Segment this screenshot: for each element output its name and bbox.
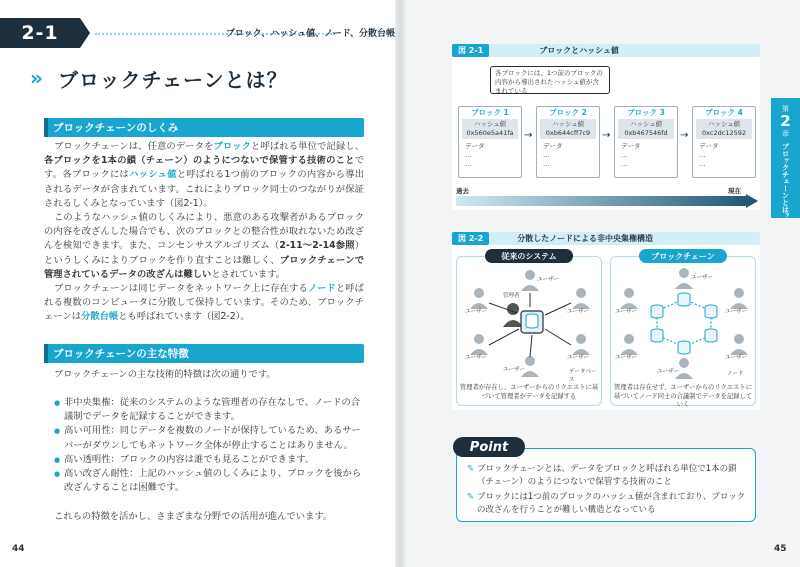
p2-text-c: ）というしくみによりブロックを作り直すことは難しく、 xyxy=(44,240,365,266)
feature-list xyxy=(54,396,364,495)
p2-ref: 2-11〜2-14参照 xyxy=(279,240,355,252)
section-title: ブロック、ハッシュ値、ノード、分散台帳 xyxy=(225,29,395,39)
p3-text-e: とも呼ばれています（図2-2）。 xyxy=(118,311,250,323)
data-dots: … xyxy=(621,151,628,159)
p1-text-c: と呼ばれる単位で記録し、 xyxy=(251,141,364,152)
hash-value: 0x560e5a41fa xyxy=(466,129,514,137)
data-dots: … xyxy=(699,160,706,168)
hash-label: ハッシュ値 xyxy=(551,120,585,128)
paragraph-1 xyxy=(44,140,364,211)
figure-2-2-header xyxy=(452,232,760,245)
p1-text-e: です。各ブロックには xyxy=(44,155,364,181)
block-hash xyxy=(696,119,752,139)
label-database: データベース xyxy=(569,369,597,383)
side-ch: 第 xyxy=(782,105,789,113)
p1-bold: 各ブロックを1本の鎖（チェーン）のようにつないで保管する技術のこと xyxy=(44,155,355,167)
figure-2-1-header xyxy=(452,44,760,57)
figure-2-1-tag: 図 2-1 xyxy=(452,44,489,57)
figure-2-2-tag: 図 2-2 xyxy=(452,232,489,245)
data-dots: … xyxy=(465,160,472,168)
data-dots: … xyxy=(621,160,628,168)
list-item: ● 高い透明性：ブロックの内容は誰でも見ることができます。 xyxy=(54,453,364,467)
pencil-icon: ✎ xyxy=(467,464,475,474)
paragraph-4: ブロックチェーンの主な技術的特徴は次の通りです。 xyxy=(54,369,276,380)
hash-value: 0xb467546fd xyxy=(624,129,668,137)
p2-text-a: このようなハッシュ値のしくみにより、悪意のある攻撃者があるブロックの内容を改ざんした場合でも、次のブロックとの整合性が取れないため改ざんを検知できます。また、コンセンサスアルゴリズム（ xyxy=(44,212,364,252)
label-user: ユーザー xyxy=(615,309,638,315)
hash-value: 0xc2dc12592 xyxy=(702,129,746,137)
data-dots: … xyxy=(543,151,550,159)
block-card xyxy=(536,106,600,178)
right-page xyxy=(400,0,800,567)
traditional-network-diagram xyxy=(457,263,603,383)
label-user: ユーザー xyxy=(615,355,638,361)
label-user: ユーザー xyxy=(567,355,590,361)
side-chapter-title: ブロックチェーンとは？ xyxy=(781,143,790,220)
paragraph-2 xyxy=(44,211,364,282)
callout-box: 各ブロックには、1つ前のブロックの内容から導出されたハッシュ値が含まれている xyxy=(490,66,610,94)
heading-chevron-icon: » xyxy=(30,66,43,90)
figure-2-1-caption: ブロックとハッシュ値 xyxy=(539,46,619,55)
paragraph-5: これらの特徴を活かし、さまざまな分野での活用が進んでいます。 xyxy=(54,511,333,522)
block-title: ブロック 1 xyxy=(471,108,509,117)
label-user: ユーザー xyxy=(657,369,680,375)
p1-text-a: ブロックチェーンは、任意のデータを xyxy=(54,141,214,152)
side-ch2: 章 xyxy=(782,130,789,138)
block-title: ブロック 2 xyxy=(549,108,587,117)
section-number-box xyxy=(0,18,80,48)
point-text: ブロックチェーンとは、データをブロックと呼ばれる単位で1本の鎖（チェーン）のようにつないで保管する技術のこと xyxy=(477,464,737,487)
label-user: ユーザー xyxy=(465,355,488,361)
hash-value: 0xb644cff7c9 xyxy=(545,129,591,137)
panel-traditional-title: 従来のシステム xyxy=(485,249,573,263)
term-hash: ハッシュ値 xyxy=(129,169,177,181)
traditional-description: 管理者が存在し、ユーザーからのリクエストに基づいて管理者がデータを記録する xyxy=(459,384,599,400)
label-past: 過去 xyxy=(456,187,469,195)
data-label: データ xyxy=(543,142,563,150)
label-user: ユーザー xyxy=(691,275,714,281)
subheading-mechanism xyxy=(44,118,364,137)
block-hash xyxy=(618,119,674,139)
data-dots: … xyxy=(465,151,472,159)
label-user: ユーザー xyxy=(537,277,560,283)
block-card xyxy=(614,106,678,178)
side-chapter-number: 2 xyxy=(780,112,791,130)
section-number: 2-1 xyxy=(21,22,59,44)
term-node: ノード xyxy=(307,283,336,294)
block-data xyxy=(699,142,749,169)
figure-2-2 xyxy=(452,232,760,410)
p1-text-g: と呼ばれる1つ前のブロックの内容から導出されるデータが含まれています。これによりブロック同士のつながりが保証されるしくみとなっています（図2-1）。 xyxy=(44,169,364,209)
block-title: ブロック 3 xyxy=(627,108,665,117)
list-item: ● 非中央集権：従来のシステムのような管理者の存在なしで、ノードの合議制でデータを記録することができます。 xyxy=(54,396,364,424)
arrow-right-icon: → xyxy=(680,130,689,141)
figure-2-2-caption: 分散したノードによる非中央集権構造 xyxy=(517,234,654,243)
data-dots: … xyxy=(543,160,550,168)
subheading-mechanism-text: ブロックチェーンのしくみ xyxy=(53,122,179,134)
label-user: ユーザー xyxy=(503,367,526,373)
point-text: ブロックには1つ前のブロックのハッシュ値が含まれており、ブロックの改ざんを行うことが難しい構造となっている xyxy=(477,492,746,515)
hash-label: ハッシュ値 xyxy=(707,120,741,128)
arrow-right-icon: → xyxy=(602,130,611,141)
page-number-left: 44 xyxy=(12,544,25,554)
p2-text-e: とされています。 xyxy=(211,268,285,280)
block-data xyxy=(543,142,593,169)
blockchain-description: 管理者は存在せず、ユーザーからのリクエストに基づいてノード同士の合議制でデータを記録していく xyxy=(613,384,753,408)
figure-2-1 xyxy=(452,44,760,210)
subheading-features-text: ブロックチェーンの主な特徴 xyxy=(53,348,189,360)
point-box xyxy=(456,439,756,522)
data-label: データ xyxy=(699,142,719,150)
chapter-side-tab[interactable] xyxy=(771,98,800,218)
label-now: 現在 xyxy=(728,187,741,195)
label-user: ユーザー xyxy=(725,309,748,315)
p3-text-c: と呼ばれる複数のコンピュータに分散して保持しています。そのため、ブロックチェーンは xyxy=(44,283,364,323)
block-chain xyxy=(458,100,758,184)
p2-bold: ブロックチェーンで管理されているデータの改ざんは難しい xyxy=(44,254,364,280)
label-node: ノード xyxy=(727,371,744,377)
page-heading: ブロックチェーンとは？ xyxy=(58,68,288,92)
block-hash xyxy=(462,119,518,139)
blockchain-network-diagram xyxy=(611,263,757,383)
point-title: Point xyxy=(453,437,525,457)
book-gutter xyxy=(395,0,405,567)
block-data xyxy=(621,142,671,169)
block-hash xyxy=(540,119,596,139)
point-item xyxy=(467,463,751,489)
subheading-features xyxy=(44,344,364,363)
block-card xyxy=(692,106,756,178)
list-item: ● 高い改ざん耐性：上記のハッシュ値のしくみにより、ブロックを後から改ざんすることは困難です。 xyxy=(54,467,364,495)
hash-label: ハッシュ値 xyxy=(629,120,663,128)
block-card xyxy=(458,106,522,178)
block-data xyxy=(465,142,515,169)
timeline-arrow-icon xyxy=(456,194,758,208)
data-label: データ xyxy=(465,142,485,150)
point-item xyxy=(467,491,751,517)
label-user: ユーザー xyxy=(465,309,488,315)
p3-text-a: ブロックチェーンは同じデータをネットワーク上に存在する xyxy=(54,283,308,294)
block-title: ブロック 4 xyxy=(705,108,743,117)
hash-label: ハッシュ値 xyxy=(473,120,507,128)
term-block: ブロック xyxy=(213,141,252,152)
term-ledger: 分散台帳 xyxy=(81,311,119,323)
pencil-icon: ✎ xyxy=(467,492,475,502)
list-item: ● 高い可用性：同じデータを複数のノードが保持しているため、あるサーバーがダウンしてもネットワーク全体が停止することはありません。 xyxy=(54,424,364,452)
data-dots: … xyxy=(699,151,706,159)
paragraph-3 xyxy=(44,282,364,325)
label-user: ユーザー xyxy=(725,355,748,361)
label-user: ユーザー xyxy=(567,309,590,315)
data-label: データ xyxy=(621,142,641,150)
panel-blockchain-title: ブロックチェーン xyxy=(639,249,727,263)
label-admin: 管理者 xyxy=(503,293,520,299)
page-number-right: 45 xyxy=(774,544,787,554)
arrow-right-icon: → xyxy=(524,130,533,141)
